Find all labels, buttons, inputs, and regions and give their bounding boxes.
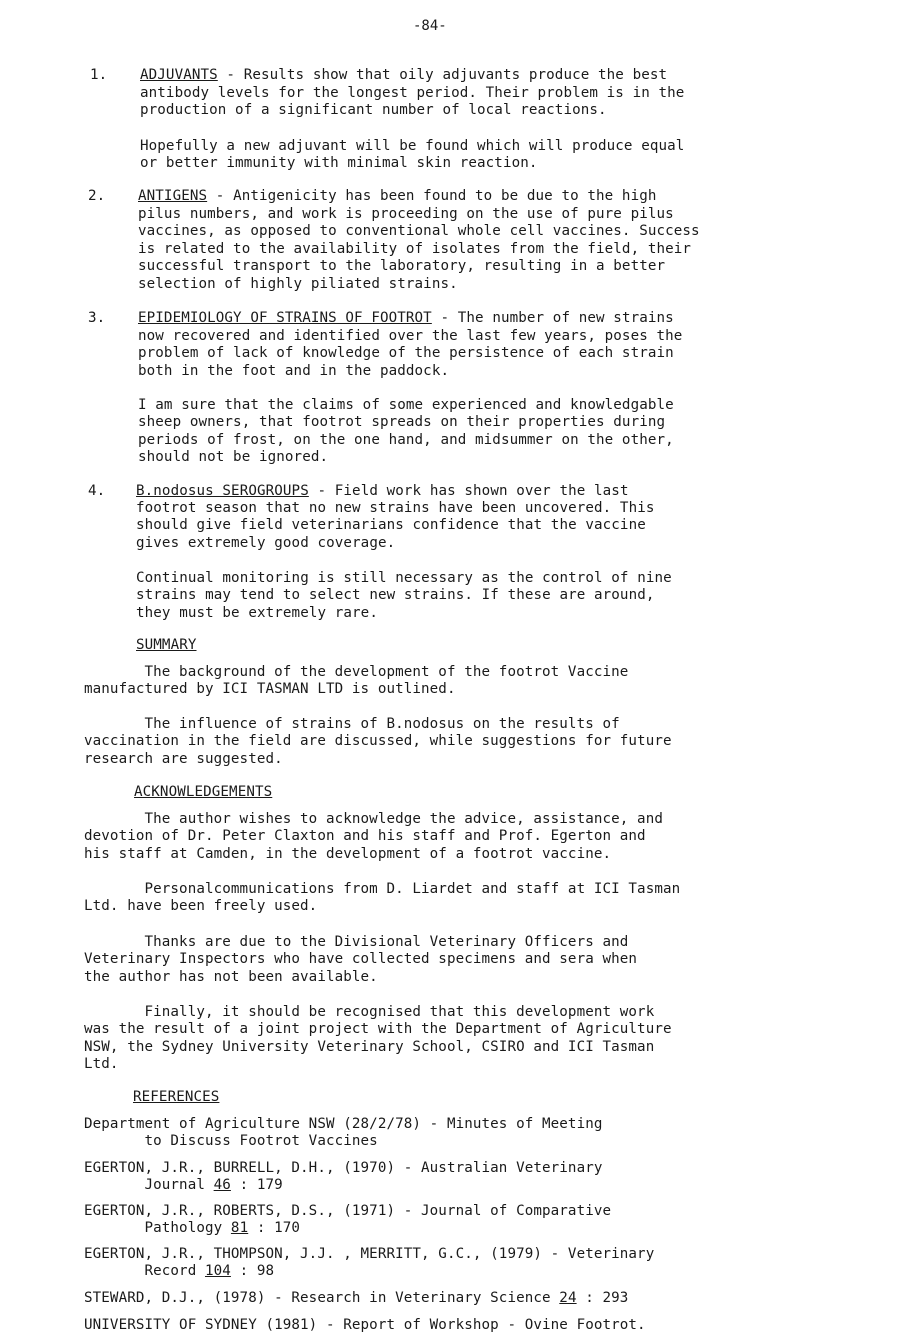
reference-entry: [84, 1116, 603, 1151]
item-number: 1.: [90, 67, 108, 83]
reference-entry: [84, 1246, 654, 1281]
reference-text: STEWARD, D.J., (1978) - Research in Veterinary Science: [84, 1290, 560, 1306]
reference-pages: : 179: [230, 1177, 283, 1194]
item-number: 4.: [88, 483, 106, 499]
reference-pages: : 170: [248, 1220, 301, 1237]
item-text: - The number of new strains: [431, 310, 674, 326]
reference-text: UNIVERSITY OF SYDNEY (1981) - Report of Workshop - Ovine Footrot.: [84, 1317, 646, 1333]
item-text: - Antigenicity has been found to be due to the high: [207, 188, 657, 204]
reference-volume: 24: [559, 1290, 577, 1306]
reference-volume: 46: [213, 1177, 231, 1194]
item-paragraph: footrot season that no new strains have been uncovered. This should give field veterinarians confidence that the vaccine gives extremely good coverage.: [136, 500, 655, 551]
reference-entry: [84, 1317, 646, 1334]
item-first-line: [140, 67, 667, 84]
item-heading: ANTIGENS: [138, 188, 208, 204]
item-heading: EPIDEMIOLOGY OF STRAINS OF FOOTROT: [138, 310, 432, 326]
reference-entry: [84, 1160, 603, 1195]
reference-text: EGERTON, J.R., ROBERTS, D.S., (1971) - Journal of Comparative Pathology: [84, 1203, 612, 1237]
item-first-line: [138, 310, 674, 327]
reference-text: Department of Agriculture NSW (28/2/78) - Minutes of Meeting to Discuss Footrot Vaccines: [84, 1116, 603, 1150]
item-first-line: [138, 188, 657, 205]
item-heading: B.nodosus SEROGROUPS: [136, 483, 309, 499]
summary-paragraph: The influence of strains of B.nodosus on the results of vaccination in the field are discussed, while suggestions for future research are suggested.: [84, 716, 672, 767]
item-paragraph: now recovered and identified over the last few years, poses the problem of lack of knowledge of the persistence of each strain both in the foot and in the paddock.: [138, 328, 683, 379]
section-heading-acknowledgements: ACKNOWLEDGEMENTS: [134, 784, 273, 800]
item-paragraph: antibody levels for the longest period. Their problem is in the production of a significant number of local reactions.: [140, 85, 685, 119]
reference-pages: : 98: [230, 1263, 275, 1280]
reference-entry: [84, 1203, 611, 1238]
item-text: - Results show that oily adjuvants produce the best: [217, 67, 668, 83]
reference-entry: [84, 1290, 628, 1307]
acknowledgement-paragraph: The author wishes to acknowledge the advice, assistance, and devotion of Dr. Peter Claxton and his staff and Prof. Egerton and his staff at Camden, in the development of a footrot vaccine.: [84, 811, 663, 862]
item-heading: ADJUVANTS: [140, 67, 218, 83]
acknowledgement-paragraph: Personalcommunications from D. Liardet and staff at ICI Tasman Ltd. have been freely used.: [84, 881, 681, 915]
item-paragraph: I am sure that the claims of some experienced and knowledgable sheep owners, that footrot spreads on their properties during periods of frost, on the one hand, and midsummer on the other, should not be ignored.: [138, 397, 674, 466]
item-text: - Field work has shown over the last: [308, 483, 629, 499]
summary-paragraph: The background of the development of the footrot Vaccine manufactured by ICI TASMAN LTD is outlined.: [84, 664, 629, 698]
section-heading-references: REFERENCES: [133, 1089, 220, 1105]
acknowledgement-paragraph: Thanks are due to the Divisional Veterinary Officers and Veterinary Inspectors who have collected specimens and sera when the author has not been available.: [84, 934, 638, 985]
item-paragraph: pilus numbers, and work is proceeding on the use of pure pilus vaccines, as opposed to conventional whole cell vaccines. Success is related to the availability of isolates from the field, their successful transport to the laboratory, resulting in a better selection of highly piliated strains.: [138, 206, 700, 292]
reference-text: EGERTON, J.R., THOMPSON, J.J. , MERRITT, G.C., (1979) - Veterinary Record: [84, 1246, 655, 1280]
item-number: 2.: [88, 188, 106, 204]
item-number: 3.: [88, 310, 106, 326]
reference-text: EGERTON, J.R., BURRELL, D.H., (1970) - Australian Veterinary Journal: [84, 1160, 603, 1194]
acknowledgement-paragraph: Finally, it should be recognised that this development work was the result of a joint project with the Department of Agriculture NSW, the Sydney University Veterinary School, CSIRO and ICI Tasman Ltd.: [84, 1004, 672, 1073]
item-paragraph: Hopefully a new adjuvant will be found which will produce equal or better immunity with minimal skin reaction.: [140, 138, 685, 172]
section-heading-summary: SUMMARY: [136, 637, 197, 653]
reference-volume: 104: [204, 1263, 231, 1280]
item-first-line: [136, 483, 629, 500]
reference-volume: 81: [230, 1220, 249, 1237]
page-number: -84-: [413, 18, 447, 34]
item-paragraph: Continual monitoring is still necessary as the control of nine strains may tend to select new strains. If these are around, they must be extremely rare.: [136, 570, 672, 621]
reference-pages: : 293: [576, 1290, 629, 1306]
